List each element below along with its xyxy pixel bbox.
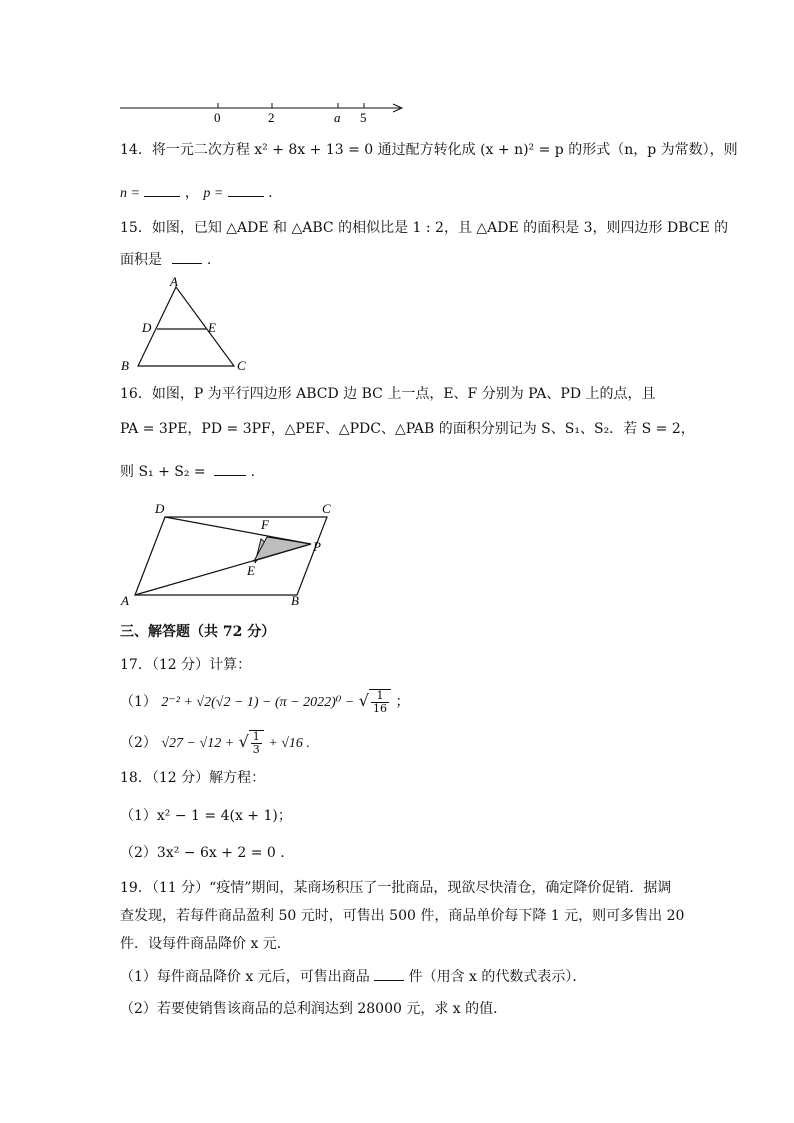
q16-line2: PA = 3PE，PD = 3PF，△PEF、△PDC、△PAB 的面积分别记为 S、S₁、S₂．若 S = 2， — [120, 421, 695, 437]
q15-triangle-figure — [110, 272, 260, 374]
q15-end: . — [206, 252, 212, 268]
q17-p2-tail: + √16 . — [268, 736, 310, 751]
q19-p1-b: 件（用含 x 的代数式表示）． — [408, 969, 587, 985]
q15-line2 — [120, 249, 211, 270]
q18-stem: 18．（12 分）解方程： — [120, 770, 266, 786]
label-C: C — [237, 358, 246, 373]
label-D: D — [155, 501, 165, 516]
q16-parallelogram-figure — [115, 497, 345, 609]
label-F: F — [261, 517, 269, 532]
q14-n-blank[interactable] — [144, 182, 180, 197]
label-D: D — [142, 320, 152, 335]
segment-dp — [165, 517, 311, 544]
q17-p2-prefix: （2） — [120, 735, 157, 751]
q17-p2-radical: √ — [238, 732, 249, 751]
q14-end: . — [268, 185, 273, 201]
q17-p2-fraction: $\frac{1}{3}$ — [249, 730, 264, 756]
q17-stem: 17．（12 分）计算： — [120, 657, 252, 673]
tick-label-0: 0 — [214, 110, 221, 125]
label-E: E — [247, 563, 255, 578]
q18-part1: （1）x² − 1 = 4(x + 1)； — [120, 808, 292, 824]
q19-line2: 查发现，若每件商品盈利 50 元时，可售出 500 件，商品单价每下降 1 元，则可多售出 20 — [120, 908, 685, 924]
q17-p2-expr: √27 − √12 + — [161, 736, 235, 751]
q16-line3 — [120, 461, 255, 482]
q16-line1: 16．如图，P 为平行四边形 ABCD 边 BC 上一点，E、F 分别为 PA、PD 上的点，且 — [120, 386, 656, 402]
tick-label-5: 5 — [360, 110, 367, 125]
q15-blank[interactable] — [172, 249, 202, 264]
q15-label: 面积是 — [120, 252, 162, 268]
label-C: C — [322, 501, 331, 516]
q17-p1-fraction: $\frac{1}{16}$ — [369, 689, 391, 715]
q17-p1-expr: 2⁻² + √2(√2 − 1) − (π − 2022)⁰ − — [161, 695, 355, 710]
q19-part2: （2）若要使销售该商品的总利润达到 28000 元，求 x 的值． — [120, 1001, 508, 1017]
segment-ap — [135, 544, 311, 595]
label-B: B — [121, 358, 129, 373]
q19-p1-blank[interactable] — [374, 966, 404, 981]
q19-part1 — [120, 966, 586, 987]
q17-p1-radical: √ — [358, 691, 369, 710]
q19-line1: 19．（11 分）“疫情”期间，某商场积压了一批商品，现欲尽快清仓，确定降价促销．据调 — [120, 880, 672, 896]
q14-p-label: p = — [203, 186, 224, 201]
tick-label-a: a — [334, 110, 341, 125]
q14-p-blank[interactable] — [228, 182, 264, 197]
label-P: P — [313, 539, 321, 554]
q17-p1-end: ； — [395, 694, 410, 710]
q16-end: . — [250, 464, 256, 480]
q17-part2 — [120, 730, 310, 756]
label-B: B — [291, 593, 299, 608]
q15-line1: 15．如图，已知 △ADE 和 △ABC 的相似比是 1 : 2，且 △ADE 的面积是 3，则四边形 DBCE 的 — [120, 220, 729, 236]
number-line — [110, 96, 410, 126]
label-A: A — [121, 593, 129, 608]
q14-answer-line — [120, 182, 273, 204]
q17-part1 — [120, 689, 409, 715]
section-3-title: 三、解答题（共 72 分） — [120, 624, 276, 640]
triangle-abc — [138, 287, 234, 366]
q14-n-label: n = — [120, 186, 140, 201]
q19-p1-a: （1）每件商品降价 x 元后，可售出商品 — [120, 969, 370, 985]
q16-blank[interactable] — [214, 461, 246, 476]
q17-p1-prefix: （1） — [120, 694, 157, 710]
q16-prefix: 则 S₁ + S₂ = — [120, 464, 206, 480]
label-E: E — [208, 320, 216, 335]
q19-line3: 件．设每件商品降价 x 元． — [120, 936, 291, 952]
q14-comma: ， — [184, 185, 199, 201]
label-A: A — [170, 274, 178, 289]
tick-label-2: 2 — [268, 110, 275, 125]
q18-part2: （2）3x² − 6x + 2 = 0 . — [120, 845, 285, 861]
q14-line1: 14．将一元二次方程 x² + 8x + 13 = 0 通过配方转化成 (x + n)² = p 的形式（n，p 为常数），则 — [120, 142, 738, 158]
